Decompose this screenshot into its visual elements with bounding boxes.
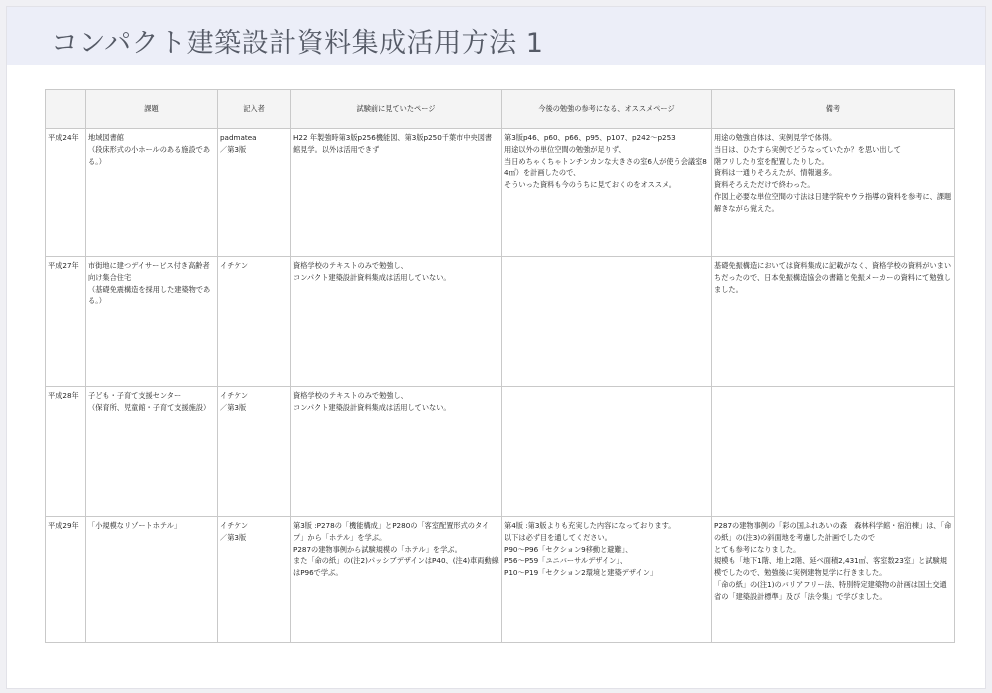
before-cell: 資格学校のテキストのみで勉強し、 コンパクト建築設計資料集成は活用していない。 [291,387,502,517]
table-row [46,387,955,517]
reference-table [45,89,955,643]
recommend-cell: 第4版 :第3版よりも充実した内容になっております。 以下は必ず目を通してください。 P90～P96「セクション9移動と避難」、 P56～P59「ユニバーサルデザイン」、 P10～P19「セクション2環境と建築デザイン」 [502,517,712,643]
header-notes: 備考 [712,90,955,129]
task-cell: 市街地に建つデイサービス付き高齢者向け集合住宅 （基礎免震構造を採用した建築物である。） [86,257,218,387]
header-task: 課題 [86,90,218,129]
page-title: コンパクト建築設計資料集成活用方法 1 [51,28,544,59]
author-cell: イチケン ／第3版 [218,517,291,643]
notes-cell: 基礎免振構造においては資料集成に記載がなく、資格学校の資料がいまいちだったので、日本免振構造協会の書籍と免振メーカーの資料にて勉強しました。 [712,257,955,387]
year-cell: 平成28年 [46,387,86,517]
notes-cell: 用途の勉強自体は、実例見学で体得。 当日は、ひたすら実例でどうなっていたか？を思い出して 階フリしたり室を配置したりした。 資料は一通りそろえたが、情報過多。 資料そろえただけで終わった。 作図上必要な単位空間の寸法は日建学院やウラ指導の資料を参考に、課題解きながら覚えた。 [712,129,955,257]
task-cell: 子ども・子育て支援センター （保育所、児童館・子育て支援施設） [86,387,218,517]
recommend-cell [502,257,712,387]
table-row [46,129,955,257]
author-cell: イチケン [218,257,291,387]
author-cell: イチケン ／第3版 [218,387,291,517]
header-row [46,90,955,129]
task-cell: 地域図書館 （段床形式の小ホールのある施設である。） [86,129,218,257]
table-row [46,257,955,387]
recommend-cell [502,387,712,517]
before-cell: 資格学校のテキストのみで勉強し、 コンパクト建築設計資料集成は活用していない。 [291,257,502,387]
notes-cell [712,387,955,517]
header-before: 試験前に見ていたページ [291,90,502,129]
task-cell: 「小規模なリゾートホテル」 [86,517,218,643]
notes-cell: P287の建物事例の「彩の国ふれあいの森 森林科学館・宿泊棟」は、「命の紙」の(注3)の斜面地を考慮した計画でしたので とても参考になりました。 規模も「地下1階、地上2階、延べ面積2,431㎡、客室数23室」と試験規模でしたので、勉強後に実例建物見学に行きました。 「命の紙」の(注1)のバリアフリー法、特別特定建築物の計画は国土交通省の「建築設計標準」及び「法令集」で学びました。 [712,517,955,643]
year-cell: 平成27年 [46,257,86,387]
header-author: 記入者 [218,90,291,129]
header-recommend: 今後の勉強の参考になる、オススメページ [502,90,712,129]
before-cell: H22 年製強時第3版p256機能図、第3版p250千葉市中央図書館見学。以外は活用できず [291,129,502,257]
document-page [6,6,986,689]
before-cell: 第3版 :P278の「機能構成」とP280の「客室配置形式のタイプ」から「ホテル」を学ぶ。 P287の建物事例から試験規模の「ホテル」を学ぶ。 また「命の紙」の(注2)パッシブデザインはP40、(注4)車両動線はP96で学ぶ。 [291,517,502,643]
title-band [7,7,985,65]
year-cell: 平成29年 [46,517,86,643]
table-row [46,517,955,643]
author-cell: padmatea ／第3版 [218,129,291,257]
recommend-cell: 第3版p46、p60、p66、p95、p107、p242～p253 用途以外の単位空間の勉強が足りず、 当日めちゃくちゃトンチンカンな大きさの室6人が使う会議室84㎡）を計画したので、 そういった資料も今のうちに見ておくのをオススメ。 [502,129,712,257]
header-corner [46,90,86,129]
year-cell: 平成24年 [46,129,86,257]
